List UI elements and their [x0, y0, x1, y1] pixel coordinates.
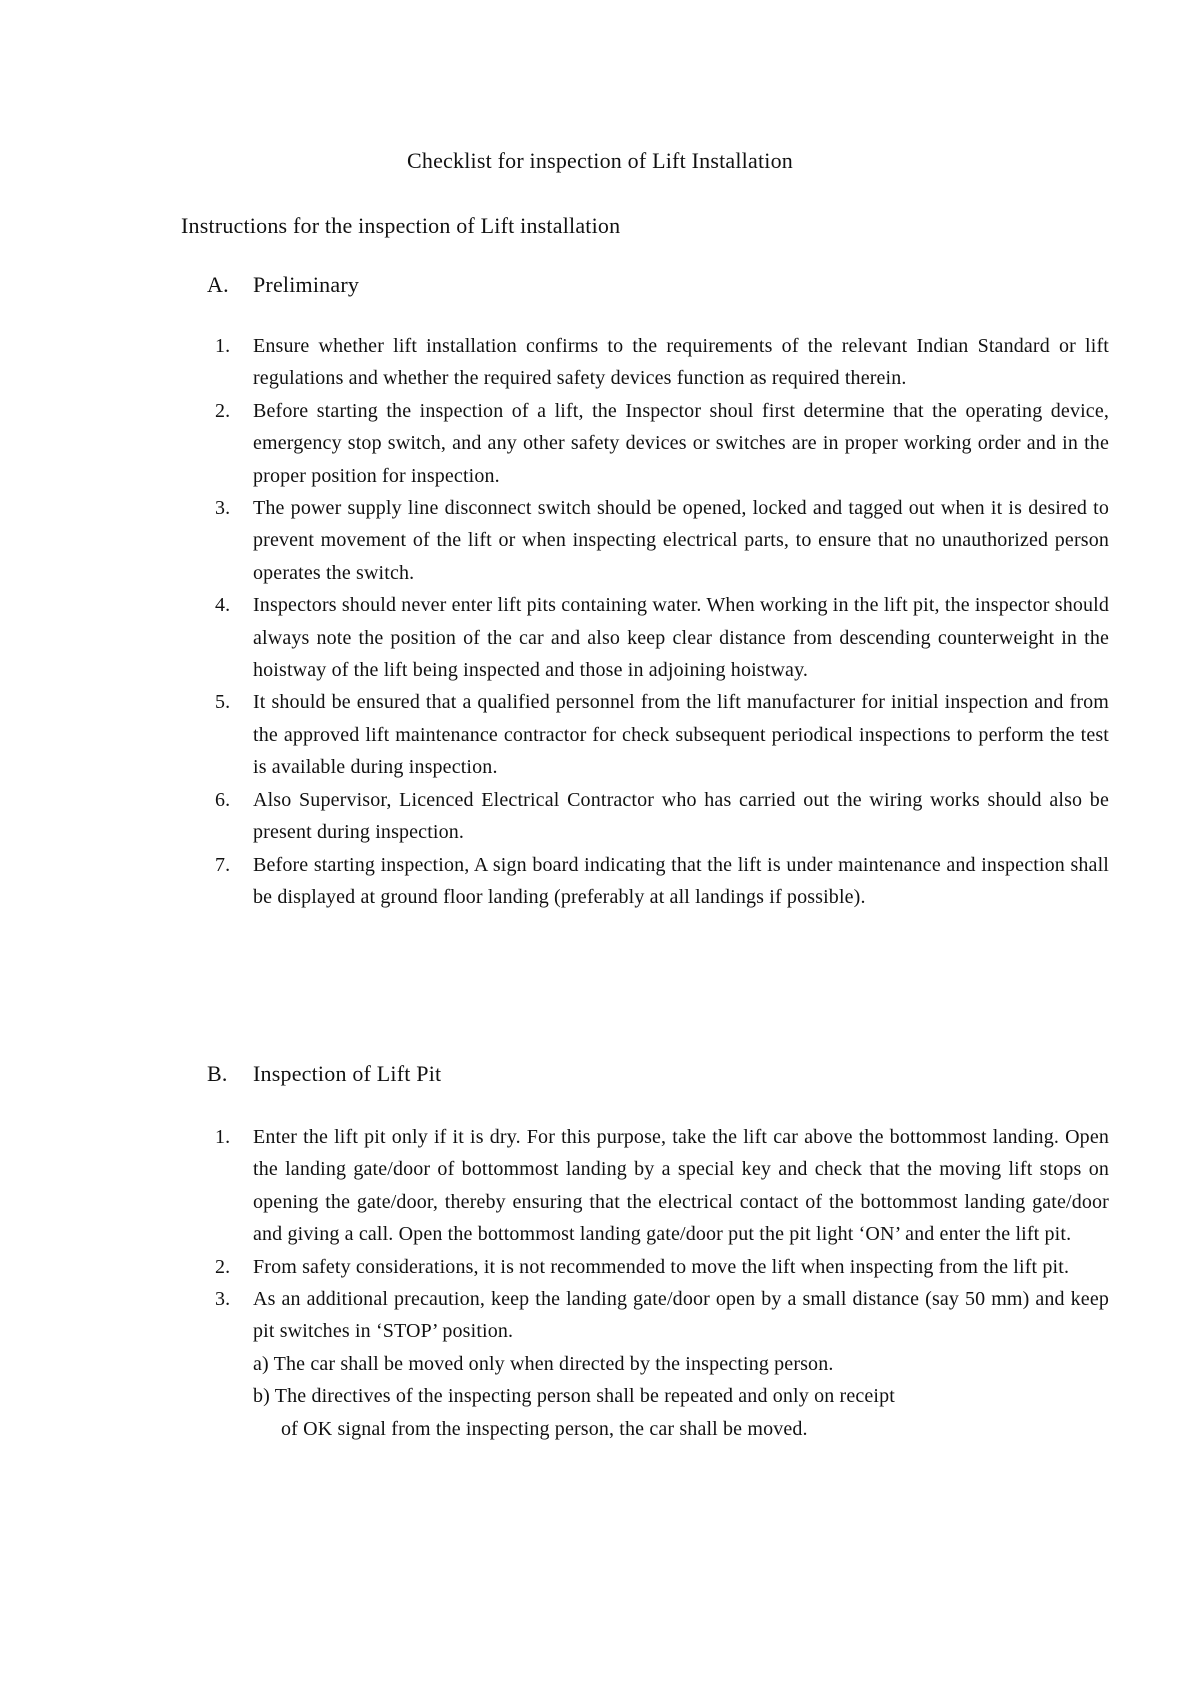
section-title: Preliminary	[253, 272, 360, 297]
item-text: Also Supervisor, Licenced Electrical Contractor who has carried out the wiring works should also be present during inspection.	[253, 788, 1109, 844]
item-text: As an additional precaution, keep the landing gate/door open by a small distance (say 50 mm) and keep pit switches in ‘STOP’ position.	[253, 1288, 1109, 1343]
list-item	[207, 1283, 1109, 1445]
sub-item-text: a) The car shall be moved only when directed by the inspecting person.	[253, 1352, 834, 1375]
item-number: 6.	[215, 788, 231, 811]
list-item	[207, 686, 1109, 783]
list-item	[207, 330, 1109, 395]
item-text: Before starting the inspection of a lift, the Inspector shoul first determine that the operating device, emergency stop switch, and any other safety devices or switches are in proper working order and in the proper position for inspection.	[253, 399, 1109, 487]
sub-item-text: b) The directives of the inspecting person shall be repeated and only on receipt	[253, 1385, 895, 1408]
item-number: 3.	[215, 1288, 231, 1311]
item-number: 2.	[215, 1255, 231, 1278]
item-number: 2.	[215, 399, 231, 422]
section-heading-lift-pit	[207, 1059, 441, 1089]
document-title: Checklist for inspection of Lift Installation	[407, 148, 793, 173]
item-number: 3.	[215, 497, 231, 520]
item-text: It should be ensured that a qualified personnel from the lift manufacturer for initial inspection and from the approved lift maintenance contractor for check subsequent periodical inspections to perform the test is available during inspection.	[253, 691, 1109, 779]
list-item	[207, 849, 1109, 914]
document-subtitle: Instructions for the inspection of Lift installation	[181, 213, 621, 238]
sub-item-continuation: of OK signal from the inspecting person, the car shall be moved.	[281, 1417, 808, 1440]
item-number: 1.	[215, 1126, 231, 1148]
list-item	[207, 395, 1109, 492]
item-number: 4.	[215, 594, 231, 617]
list-item	[207, 1121, 1109, 1251]
list-item	[207, 492, 1109, 589]
item-text: From safety considerations, it is not recommended to move the lift when inspecting from the lift pit.	[253, 1255, 1070, 1278]
section-letter: A.	[207, 272, 229, 297]
lift-pit-list	[207, 1121, 1109, 1445]
item-number: 5.	[215, 691, 231, 714]
item-text: The power supply line disconnect switch should be opened, locked and tagged out when it is desired to prevent movement of the lift or when inspecting electrical parts, to ensure that no unauthorized person operates the switch.	[253, 497, 1109, 584]
item-number: 1.	[215, 335, 231, 357]
item-text: Inspectors should never enter lift pits containing water. When working in the lift pit, the inspector should always note the position of the car and also keep clear distance from descending counterweight in the hoistway of the lift being inspected and those in adjoining hoistway.	[253, 594, 1109, 682]
section-letter: B.	[207, 1061, 228, 1086]
item-text: Before starting inspection, A sign board indicating that the lift is under maintenance and inspection shall be displayed at ground floor landing (preferably at all landings if possible).	[253, 853, 1109, 908]
list-item	[207, 589, 1109, 686]
section-title: Inspection of Lift Pit	[253, 1061, 442, 1086]
list-item	[207, 784, 1109, 849]
item-text: Enter the lift pit only if it is dry. For this purpose, take the lift car above the bottommost landing. Open the landing gate/door of bottommost landing by a special key and check that the moving lift stops on opening the gate/door, thereby ensuring that the electrical contact of the bottommost landing gate/door and giving a call. Open the bottommost landing gate/door put the pit light ‘ON’ and enter the lift pit.	[253, 1126, 1109, 1246]
list-item	[207, 1251, 1109, 1283]
section-heading-preliminary	[207, 270, 359, 300]
sub-item-a	[253, 1348, 1109, 1380]
preliminary-list	[207, 330, 1109, 913]
item-number: 7.	[215, 853, 231, 876]
item-text: Ensure whether lift installation confirms to the requirements of the relevant Indian Standard or lift regulations and whether the required safety devices function as required therein.	[253, 335, 1109, 390]
sub-item-b	[253, 1380, 1109, 1445]
